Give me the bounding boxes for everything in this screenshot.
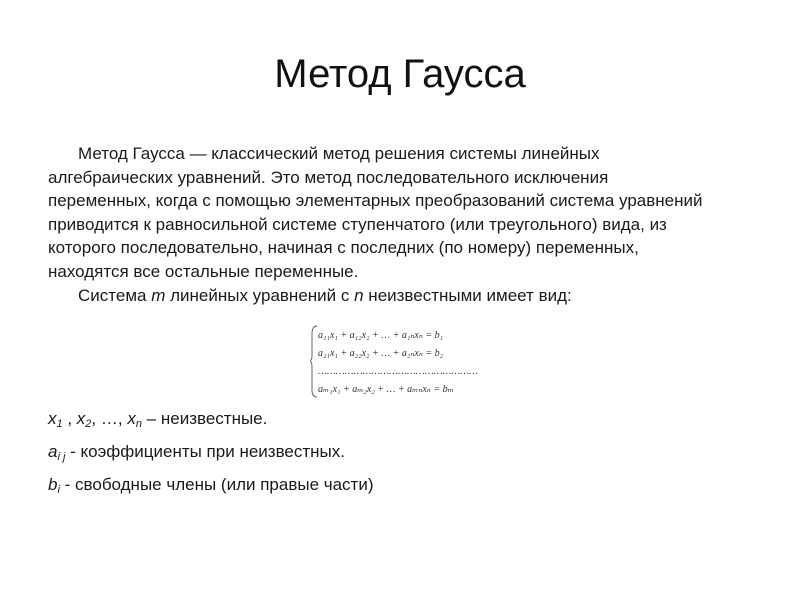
system-intro-suffix: неизвестными имеет вид: (363, 285, 572, 305)
symbol-x1: $x_1$ (48, 409, 63, 430)
slide-title: Метод Гаусса (274, 52, 526, 96)
definition-coefficients (48, 438, 608, 471)
variable-m: m (151, 285, 166, 305)
equation-system-figure (310, 322, 500, 400)
equation-row-dots: ……………………………………………… (318, 366, 479, 377)
equation-row-m: aₘ₁x₁ + aₘ₂x₂ + … + aₘₙxₙ = bₘ (318, 384, 454, 395)
unknowns-ellipsis: …, (96, 409, 128, 428)
system-intro-paragraph (48, 284, 708, 308)
symbol-bi: $b_i$ (48, 475, 60, 496)
symbol-xn: $x_n$ (127, 409, 142, 430)
unknowns-text: – неизвестные. (141, 409, 268, 428)
intro-paragraph: Метод Гаусса — классический метод решения системы линейных алгебраических уравнений. Это метод последовательного исключения переменных, когда с помощью элементарных преобразований система уравнений приводится к равносильной системе ступенчатого (или треугольного) вида, из которого последовательно, начиная с последних (по номеру) переменных, находятся все остальные переменные. (48, 144, 703, 281)
equation-row-1: a₁₁x₁ + a₁₂x₂ + … + a₁ₙxₙ = b₁ (318, 330, 444, 341)
coefficients-text: - коэффициенты при неизвестных. (65, 442, 345, 461)
left-brace-icon (310, 326, 317, 397)
variable-n: n (354, 285, 364, 305)
equation-system (310, 322, 500, 400)
equation-row-2: a₂₁x₁ + a₂₂x₂ + … + a₂ₙxₙ = b₂ (318, 348, 444, 359)
definition-free-terms (48, 471, 608, 504)
system-intro-middle: линейных уравнений с (165, 285, 355, 305)
slide-body (48, 142, 708, 307)
system-intro-prefix: Система (78, 285, 152, 305)
definition-unknowns: $x_1$ , $x_2$, …, $x_n$ – неизвестные. (48, 409, 268, 430)
symbol-x2: $x_2$ (76, 409, 92, 430)
free-terms-text: - свободные члены (или правые части) (59, 475, 374, 494)
definitions-list (48, 405, 608, 504)
symbol-aij: $a_{i j}$ (48, 442, 66, 463)
